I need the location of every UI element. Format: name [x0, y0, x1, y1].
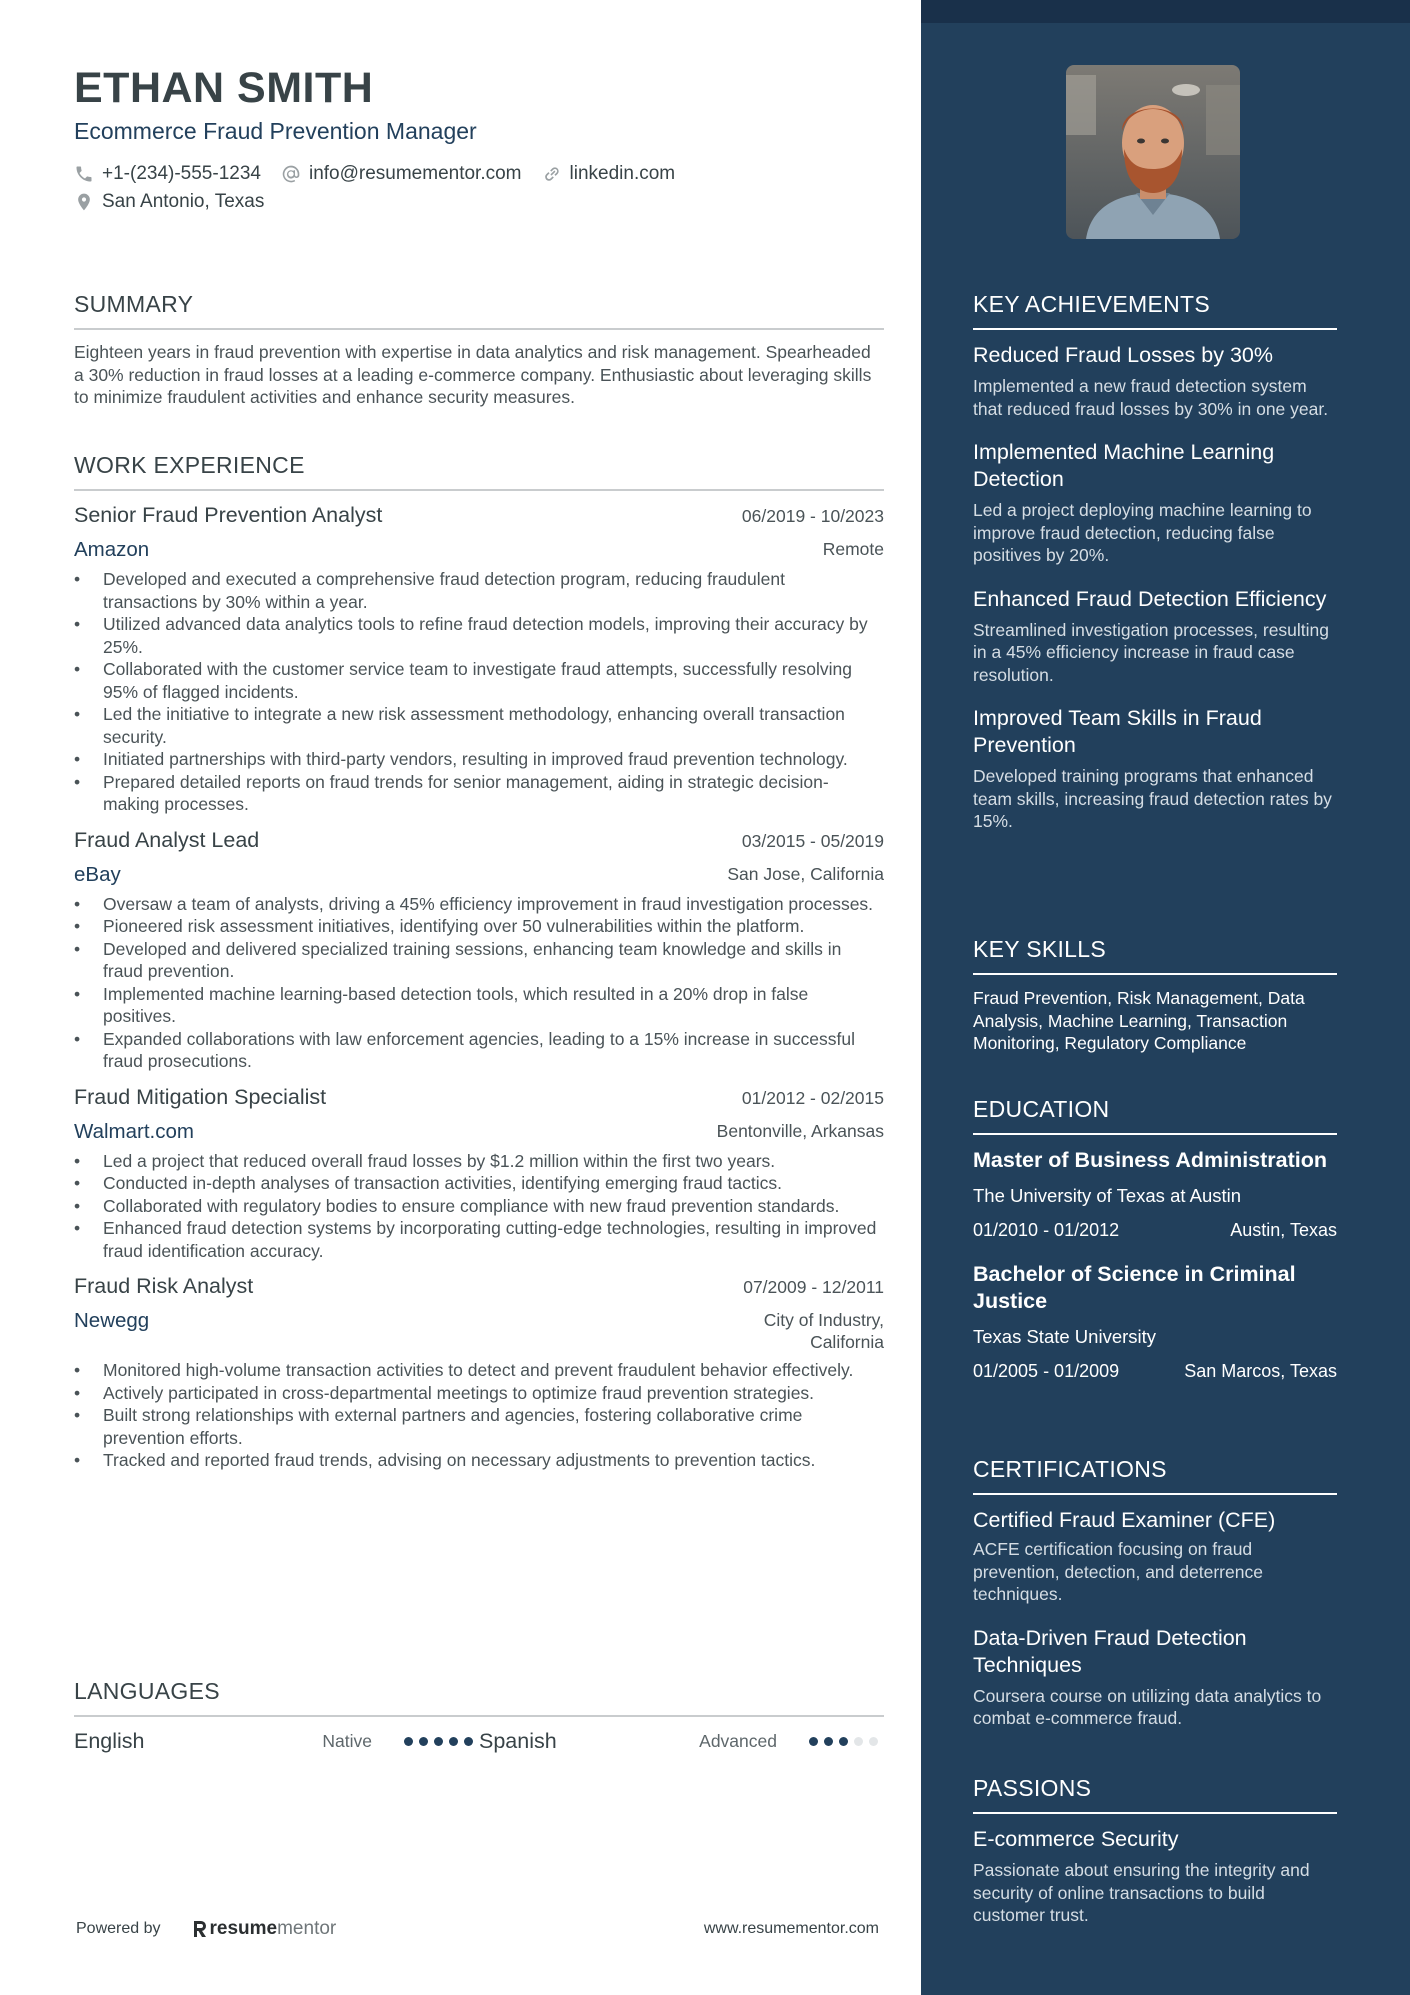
job-bullet: • Developed and executed a comprehensive fraud detection program, reducing fraudulent transactions by 30% within a year. — [74, 568, 884, 613]
job-location-line: City of Industry, — [763, 1310, 884, 1330]
language-name: Spanish — [479, 1729, 557, 1753]
skills-text: Fraud Prevention, Risk Management, Data Analysis, Machine Learning, Transaction Monitoring, Regulatory Compliance — [973, 988, 1305, 1053]
language-level: Native — [322, 1731, 372, 1751]
website-link[interactable]: www.resumementor.com — [703, 1920, 879, 1937]
achievement-desc: Led a project deploying machine learning to improve fraud detection, reducing false positives by 20%. — [973, 500, 1312, 565]
company-name: eBay — [74, 862, 121, 886]
achievement-desc: Implemented a new fraud detection system that reduced fraud losses by 30% in one year. — [973, 376, 1329, 419]
resumementor-logo-icon — [191, 1920, 207, 1938]
sidebar-top-band — [921, 0, 1410, 23]
degree-title: Bachelor of Science in Criminal Justice — [973, 1262, 1296, 1313]
language-name: English — [74, 1729, 145, 1753]
logo-text-bold: resume — [209, 1918, 278, 1939]
summary-section — [74, 291, 884, 409]
location-text: San Antonio, Texas — [102, 191, 265, 212]
email-text: info@resumementor.com — [308, 163, 522, 184]
job-bullet: • Led a project that reduced overall fraud losses by $1.2 million within the first two years. — [74, 1150, 884, 1173]
contact-email[interactable] — [281, 163, 522, 185]
powered-by-label: Powered by — [76, 1920, 161, 1937]
company-name: Newegg — [74, 1309, 150, 1332]
language-level: Advanced — [699, 1731, 777, 1751]
job-bullet: • Monitored high-volume transaction activities to detect and prevent fraudulent behavior effectively. — [74, 1359, 884, 1382]
achievement-item — [973, 342, 1337, 420]
job-dates: 06/2019 - 10/2023 — [741, 506, 884, 526]
job-title: Fraud Risk Analyst — [74, 1274, 254, 1298]
certification-desc: ACFE certification focusing on fraud prevention, detection, and deterrence techniques. — [973, 1539, 1263, 1604]
job-bullet: • Developed and delivered specialized training sessions, enhancing team knowledge and skills in fraud prevention. — [74, 938, 884, 983]
education-dates: 01/2005 - 01/2009 — [973, 1361, 1120, 1381]
passion-title: E-commerce Security — [973, 1827, 1179, 1851]
education-section — [973, 1096, 1337, 1382]
job-bullet: • Expanded collaborations with law enforcement agencies, leading to a 15% increase in successful fraud prosecutions. — [74, 1028, 884, 1073]
job-location — [764, 1309, 884, 1353]
job-title: Fraud Mitigation Specialist — [74, 1084, 327, 1109]
company-name: Amazon — [74, 538, 150, 561]
job-bullets — [74, 1359, 884, 1472]
company-name: Walmart.com — [74, 1119, 194, 1143]
certification-item — [973, 1625, 1337, 1730]
school-name: Texas State University — [973, 1326, 1157, 1347]
job-location: San Jose, California — [727, 863, 884, 884]
job-bullet: • Collaborated with regulatory bodies to ensure compliance with new fraud prevention standards. — [74, 1195, 884, 1218]
achievement-item — [973, 586, 1337, 687]
passions-section — [973, 1775, 1337, 1927]
achievement-item — [973, 705, 1337, 833]
achievement-desc: Streamlined investigation processes, resulting in a 45% efficiency increase in fraud case resolution. — [973, 619, 1330, 685]
contact-info — [74, 160, 695, 216]
job-bullet: • Built strong relationships with external partners and agencies, fostering collaborative crime prevention efforts. — [74, 1404, 884, 1449]
job-entry — [74, 503, 884, 816]
education-item — [973, 1147, 1337, 1241]
job-dates: 01/2012 - 02/2015 — [741, 1087, 884, 1108]
work-experience-section — [74, 452, 884, 1472]
summary-text: Eighteen years in fraud prevention with expertise in data analytics and risk management. Spearheaded a 30% reduction in fraud losses at a leading e-commerce company. Enthusiastic about leveraging skills to minimize fraudulent activities and enhance security measures. — [74, 342, 872, 407]
job-bullets — [74, 568, 884, 816]
education-dates: 01/2010 - 01/2012 — [973, 1220, 1120, 1240]
language-rating — [809, 1737, 884, 1746]
job-entry — [74, 1085, 884, 1263]
certification-title: Certified Fraud Examiner (CFE) — [973, 1508, 1276, 1532]
job-bullet: • Initiated partnerships with third-party vendors, resulting in improved fraud prevention technology. — [74, 748, 884, 771]
education-heading: EDUCATION — [973, 1096, 1337, 1135]
job-location: Remote — [822, 539, 884, 559]
job-bullet: • Actively participated in cross-departmental meetings to optimize fraud prevention strategies. — [74, 1382, 884, 1405]
link-icon — [542, 164, 562, 184]
rating-dot-filled — [809, 1737, 818, 1746]
resumementor-logo[interactable] — [191, 1918, 337, 1940]
job-dates: 07/2009 - 12/2011 — [743, 1277, 884, 1297]
languages-heading: LANGUAGES — [74, 1678, 884, 1717]
certification-desc: Coursera course on utilizing data analytics to combat e-commerce fraud. — [973, 1685, 1322, 1728]
contact-linkedin[interactable] — [542, 163, 676, 185]
rating-dot-filled — [434, 1737, 443, 1746]
job-bullet: • Tracked and reported fraud trends, advising on necessary adjustments to prevention tactics. — [74, 1449, 884, 1472]
rating-dot-filled — [824, 1737, 833, 1746]
rating-dot-filled — [404, 1737, 413, 1746]
job-bullet: • Oversaw a team of analysts, driving a 45% efficiency improvement in fraud investigation processes. — [74, 893, 884, 916]
passion-desc: Passionate about ensuring the integrity and security of online transactions to build customer trust. — [973, 1860, 1310, 1925]
job-bullet: • Led the initiative to integrate a new risk assessment methodology, enhancing overall transaction security. — [74, 703, 884, 748]
certifications-heading: CERTIFICATIONS — [973, 1456, 1337, 1495]
rating-dot-filled — [449, 1737, 458, 1746]
achievement-title: Implemented Machine Learning Detection — [973, 440, 1275, 491]
rating-dot-filled — [464, 1737, 473, 1746]
rating-dot-empty — [854, 1737, 863, 1746]
location-pin-icon — [74, 192, 94, 212]
job-bullet: • Enhanced fraud detection systems by incorporating cutting-edge technologies, resulting in improved fraud identification accuracy. — [74, 1217, 884, 1262]
education-item — [973, 1261, 1337, 1382]
rating-dot-empty — [869, 1737, 878, 1746]
job-entry — [74, 828, 884, 1073]
skills-heading: KEY SKILLS — [973, 936, 1337, 975]
profile-photo-image — [1066, 65, 1240, 239]
achievement-item — [973, 439, 1337, 567]
achievement-title: Enhanced Fraud Detection Efficiency — [973, 586, 1327, 611]
job-title: Fraud Analyst Lead — [74, 827, 260, 852]
work-experience-heading: WORK EXPERIENCE — [74, 452, 884, 491]
job-title: Senior Fraud Prevention Analyst — [74, 503, 383, 527]
achievement-desc: Developed training programs that enhanced team skills, increasing fraud detection rates by 15%. — [973, 766, 1332, 831]
language-rating — [404, 1737, 479, 1746]
rating-dot-filled — [839, 1737, 848, 1746]
job-bullet: • Utilized advanced data analytics tools to refine fraud detection models, improving their accuracy by 25%. — [74, 613, 884, 658]
at-icon — [281, 164, 301, 184]
phone-text: +1-(234)-555-1234 — [102, 163, 261, 184]
rating-dot-filled — [419, 1737, 428, 1746]
degree-title: Master of Business Administration — [973, 1148, 1328, 1172]
passions-heading: PASSIONS — [973, 1775, 1337, 1814]
certification-title: Data-Driven Fraud Detection Techniques — [973, 1625, 1247, 1677]
skills-section — [973, 936, 1337, 1055]
summary-heading: SUMMARY — [74, 291, 884, 330]
profile-photo — [1066, 65, 1240, 239]
job-entry — [74, 1274, 884, 1472]
job-bullets — [74, 893, 884, 1073]
education-location: San Marcos, Texas — [1184, 1361, 1337, 1381]
languages-section — [74, 1678, 884, 1754]
achievements-section — [973, 291, 1337, 833]
logo-text-light: mentor — [277, 1918, 337, 1939]
sidebar — [921, 0, 1410, 1995]
achievement-title: Reduced Fraud Losses by 30% — [973, 343, 1273, 367]
passion-item — [973, 1826, 1337, 1927]
school-name: The University of Texas at Austin — [973, 1185, 1242, 1206]
education-location: Austin, Texas — [1230, 1220, 1337, 1240]
certification-item — [973, 1507, 1337, 1606]
footer — [76, 1918, 879, 1940]
achievements-heading: KEY ACHIEVEMENTS — [973, 291, 1337, 330]
achievement-title: Improved Team Skills in Fraud Prevention — [973, 706, 1262, 757]
candidate-name: ETHAN SMITH — [74, 64, 374, 112]
job-bullet: • Pioneered risk assessment initiatives, identifying over 50 vulnerabilities within the platform. — [74, 915, 884, 938]
contact-phone[interactable] — [74, 163, 261, 185]
certifications-section — [973, 1456, 1337, 1730]
linkedin-text: linkedin.com — [569, 163, 676, 184]
language-item — [74, 1729, 479, 1754]
contact-location — [74, 191, 264, 213]
job-location-line: California — [810, 1332, 884, 1352]
job-bullets — [74, 1150, 884, 1263]
job-bullet: • Collaborated with the customer service team to investigate fraud attempts, successfully resolving 95% of flagged incidents. — [74, 658, 884, 703]
candidate-title: Ecommerce Fraud Prevention Manager — [74, 118, 477, 144]
phone-icon — [74, 164, 94, 184]
job-bullet: • Prepared detailed reports on fraud trends for senior management, aiding in strategic decision-making processes. — [74, 771, 884, 816]
language-item — [479, 1729, 884, 1754]
job-bullet: • Conducted in-depth analyses of transaction activities, identifying emerging fraud tactics. — [74, 1172, 884, 1195]
job-location: Bentonville, Arkansas — [716, 1120, 884, 1141]
job-dates: 03/2015 - 05/2019 — [741, 830, 884, 851]
job-bullet: • Implemented machine learning-based detection tools, which resulted in a 20% drop in false positives. — [74, 983, 884, 1028]
